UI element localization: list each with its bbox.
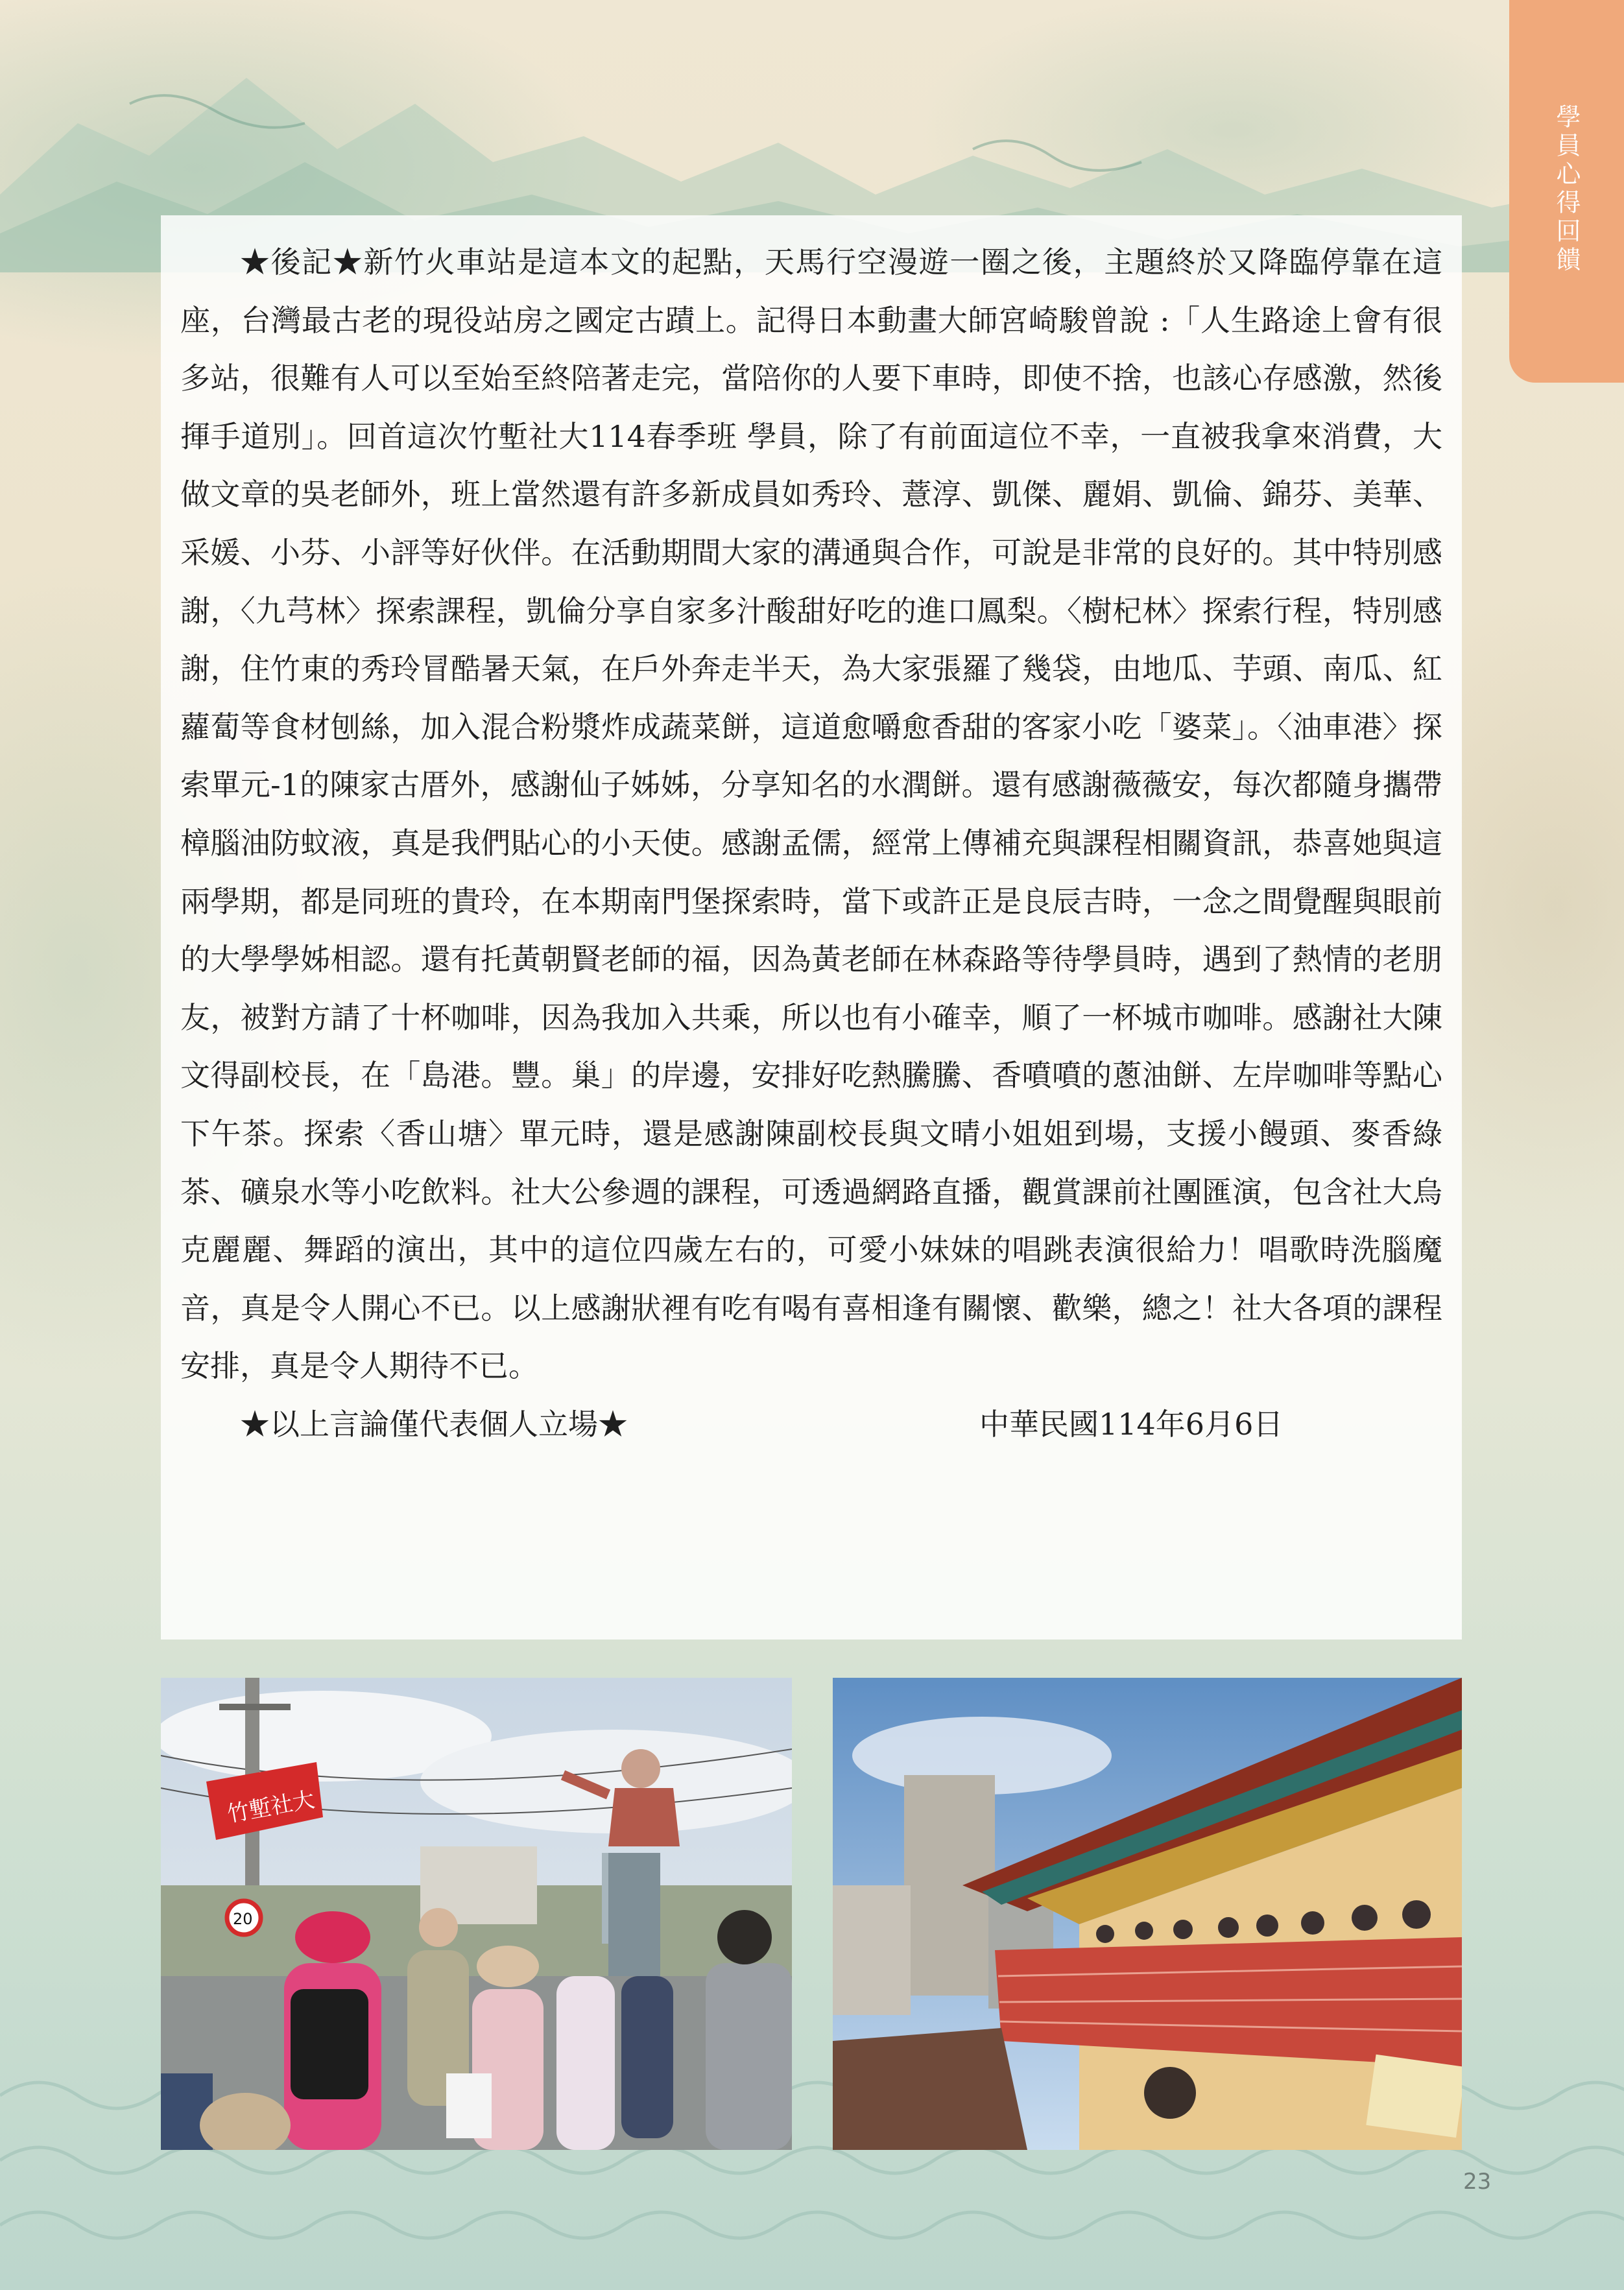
section-tab-label: 學員心得回饋 <box>1552 104 1581 275</box>
disclaimer-text: ★以上言論僅代表個人立場★ <box>240 1406 628 1442</box>
article-closing-line <box>180 1396 1442 1454</box>
page-number: 23 <box>1463 2169 1492 2195</box>
section-tab <box>1509 0 1624 383</box>
article-body: ★後記★新竹火車站是這本文的起點，天馬行空漫遊一圈之後，主題終於又降臨停靠在這座，台灣最古老的現役站房之國定古蹟上。記得日本動畫大師宮崎駿曾說 :「人生路途上會有很多站，很難有人可以至始至終陪著走完，當陪你的人要下車時，即使不捨，也該心存感激，然後揮手道別」。回首這次竹塹社大114春季班 學員，除了有前面這位不幸，一直被我拿來消費，大做文章的吳老師外，班上當然還有許多新成員如秀玲、薏淳、凱傑、麗娟、凱倫、錦芬、美華、采媛、小芬、小評等好伙伴。在活動期間大家的溝通與合作，可說是非常的良好的。其中特別感謝，〈九芎林〉探索課程，凱倫分享自家多汁酸甜好吃的進口鳳梨。〈樹杞林〉探索行程，特別感謝，住竹東的秀玲冒酷暑天氣，在戶外奔走半天，為大家張羅了幾袋，由地瓜、芋頭、南瓜、紅蘿蔔等食材刨絲，加入混合粉漿炸成蔬菜餅，這道愈嚼愈香甜的客家小吃「婆菜」。〈油車港〉探索單元-1的陳家古厝外，感謝仙子姊姊，分享知名的水潤餅。還有感謝薇薇安，每次都隨身攜帶樟腦油防蚊液，真是我們貼心的小天使。感謝孟儒，經常上傳補充與課程相關資訊，恭喜她與這兩學期，都是同班的貴玲，在本期南門堡探索時，當下或許正是良辰吉時，一念之間覺醒與眼前的大學學姊相認。還有托黃朝賢老師的福，因為黃老師在林森路等待學員時，遇到了熱情的老朋友，被對方請了十杯咖啡，因為我加入共乘，所以也有小確幸，順了一杯城市咖啡。感謝社大陳文得副校長，在「島港。豐。巢」的岸邊，安排好吃熱騰騰、香噴噴的蔥油餅、左岸咖啡等點心下午茶。探索〈香山塘〉單元時，還是感謝陳副校長與文晴小姐姐到場，支援小饅頭、麥香綠茶、礦泉水等小吃飲料。社大公參週的課程，可透過網路直播，觀賞課前社團匯演，包含社大烏克麗麗、舞蹈的演出，其中的這位四歲左右的，可愛小妹妹的唱跳表演很給力！唱歌時洗腦魔音，真是令人開心不已。以上感謝狀裡有吃有喝有喜相逢有關懷、歡樂，總之！社大各項的課程安排，真是令人期待不已。 <box>180 245 1442 1384</box>
speed-sign-number: 20 <box>233 1910 253 1928</box>
photo-temple-balcony <box>833 1678 1462 2150</box>
article-date: 中華民國114年6月6日 <box>979 1406 1284 1442</box>
photo-group-outdoor <box>161 1678 792 2150</box>
banner-text: 竹塹社大 <box>225 1786 317 1828</box>
article-panel <box>161 215 1462 1640</box>
